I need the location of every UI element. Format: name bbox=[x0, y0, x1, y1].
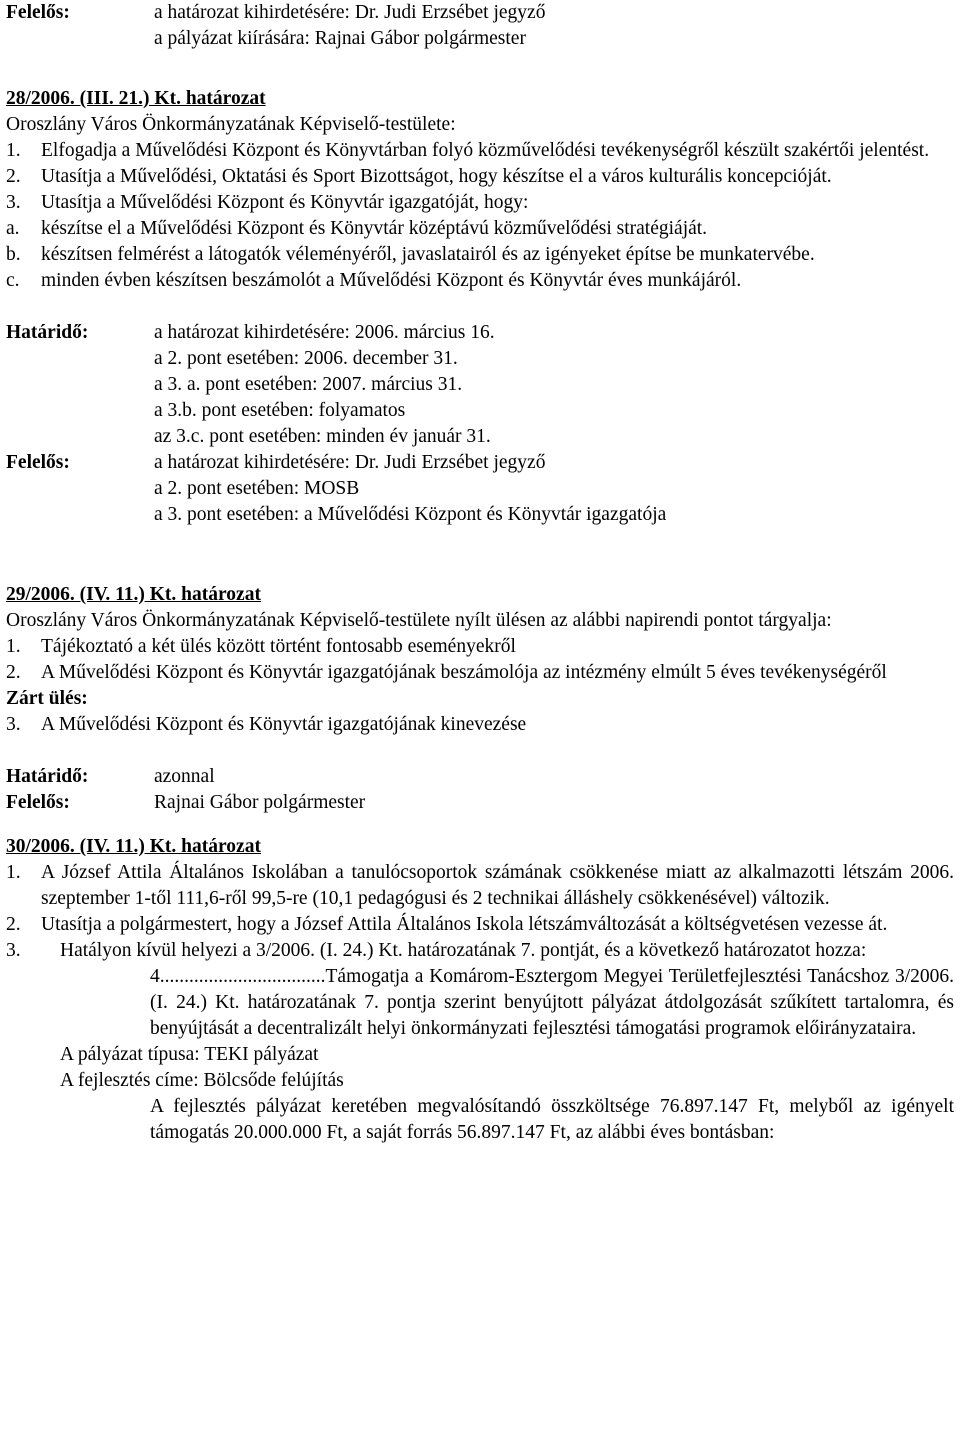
list-item: 2. A Művelődési Központ és Könyvtár igazgatójának beszámolója az intézmény elmúlt 5 éves tevékenységéről bbox=[6, 662, 887, 683]
felelos-value: Rajnai Gábor polgármester bbox=[154, 792, 366, 813]
document-page bbox=[6, 0, 954, 1146]
quoted-resolution: 4..................................Támogatja a Komárom-Esztergom Megyei Területfejlesztési Tanácshoz 3/2006. (I. 24.) Kt. határozatának 7. pontja szerint benyújtott pályázat átdolgozását szűkített tartalomra, és benyújtását a decentralizált helyi önkormányzati fejlesztési támogatási programok előirányzataira. bbox=[150, 966, 954, 1039]
hatarido-label: Határidő: bbox=[6, 322, 89, 343]
list-item: b. készítsen felmérést a látogatók véleményéről, javaslatairól és az igényeket építse be munkatervébe. bbox=[6, 244, 815, 265]
list-item: 3. Utasítja a Művelődési Központ és Könyvtár igazgatóját, hogy: bbox=[6, 192, 529, 213]
felelos-value: a 2. pont esetében: MOSB bbox=[154, 478, 360, 499]
hatarido-value: a 3.b. pont esetében: folyamatos bbox=[154, 400, 406, 421]
list-item: 1. Elfogadja a Művelődési Központ és Könyvtárban folyó közművelődési tevékenységről készült szakértői jelentést. bbox=[6, 140, 930, 161]
resolution-intro-29: Oroszlány Város Önkormányzatának Képviselő-testülete nyílt ülésen az alábbi napirendi pontot tárgyalja: bbox=[6, 610, 832, 631]
list-item: a. készítse el a Művelődési Központ és Könyvtár középtávú közművelődési stratégiáját. bbox=[6, 218, 708, 239]
felelos-row bbox=[6, 450, 954, 476]
hatarido-value: a 2. pont esetében: 2006. december 31. bbox=[154, 348, 458, 369]
development-title: A fejlesztés címe: Bölcsőde felújítás bbox=[60, 1070, 344, 1091]
felelos-label: Felelős: bbox=[6, 452, 70, 473]
hatarido-value: a 3. a. pont esetében: 2007. március 31. bbox=[154, 374, 463, 395]
list-item: 2. Utasítja a polgármestert, hogy a József Attila Általános Iskola létszámváltozását a költségvetésen vezesse át. bbox=[6, 914, 888, 935]
top-felelos-row bbox=[6, 0, 954, 26]
felelos-row bbox=[6, 790, 954, 816]
felelos-label: Felelős: bbox=[6, 792, 70, 813]
hatarido-value: az 3.c. pont esetében: minden év január 31. bbox=[154, 426, 491, 447]
list-item: c. minden évben készítsen beszámolót a Művelődési Központ és Könyvtár éves munkájáról. bbox=[6, 270, 742, 291]
list-item: 3. A Művelődési Központ és Könyvtár igazgatójának kinevezése bbox=[6, 714, 527, 735]
hatarido-row bbox=[6, 320, 954, 346]
list-item: 2. Utasítja a Művelődési, Oktatási és Sport Bizottságot, hogy készítse el a város kulturális koncepcióját. bbox=[6, 166, 832, 187]
hatarido-label: Határidő: bbox=[6, 766, 89, 787]
application-type: A pályázat típusa: TEKI pályázat bbox=[60, 1044, 319, 1065]
cost-paragraph: A fejlesztés pályázat keretében megvalósítandó összköltsége 76.897.147 Ft, melyből az igényelt támogatás 20.000.000 Ft, a saját forrás 56.897.147 Ft, az alábbi éves bontásban: bbox=[150, 1096, 954, 1143]
list-item: 1. Tájékoztató a két ülés között történt fontosabb eseményekről bbox=[6, 636, 516, 657]
resolution-title-28: 28/2006. (III. 21.) Kt. határozat bbox=[6, 88, 266, 109]
resolution-title-29: 29/2006. (IV. 11.) Kt. határozat bbox=[6, 584, 261, 605]
felelos-value: a pályázat kiírására: Rajnai Gábor polgármester bbox=[154, 28, 526, 49]
list-item: 3. Hatályon kívül helyezi a 3/2006. (I. 24.) Kt. határozatának 7. pontját, és a következő határozatot hozza: bbox=[6, 940, 867, 961]
resolution-intro-28: Oroszlány Város Önkormányzatának Képviselő-testülete: bbox=[6, 114, 456, 135]
hatarido-value: azonnal bbox=[154, 766, 215, 787]
felelos-value: a határozat kihirdetésére: Dr. Judi Erzsébet jegyző bbox=[154, 2, 546, 23]
list-item: 1. A József Attila Általános Iskolában a tanulócsoportok számának csökkenése miatt az alkalmazotti létszám 2006. szeptember 1-től 111,6-ről 99,5-re (10,1 pedagógusi és 2 technikai álláshely csökkenésével) változik. bbox=[6, 862, 954, 909]
top-felelos-row-2 bbox=[6, 26, 954, 52]
closed-session-label: Zárt ülés: bbox=[6, 688, 88, 709]
resolution-title-30: 30/2006. (IV. 11.) Kt. határozat bbox=[6, 836, 261, 857]
felelos-value: a 3. pont esetében: a Művelődési Központ és Könyvtár igazgatója bbox=[154, 504, 667, 525]
felelos-value: a határozat kihirdetésére: Dr. Judi Erzsébet jegyző bbox=[154, 452, 546, 473]
felelos-label: Felelős: bbox=[6, 2, 70, 23]
hatarido-row bbox=[6, 764, 954, 790]
hatarido-value: a határozat kihirdetésére: 2006. március 16. bbox=[154, 322, 495, 343]
